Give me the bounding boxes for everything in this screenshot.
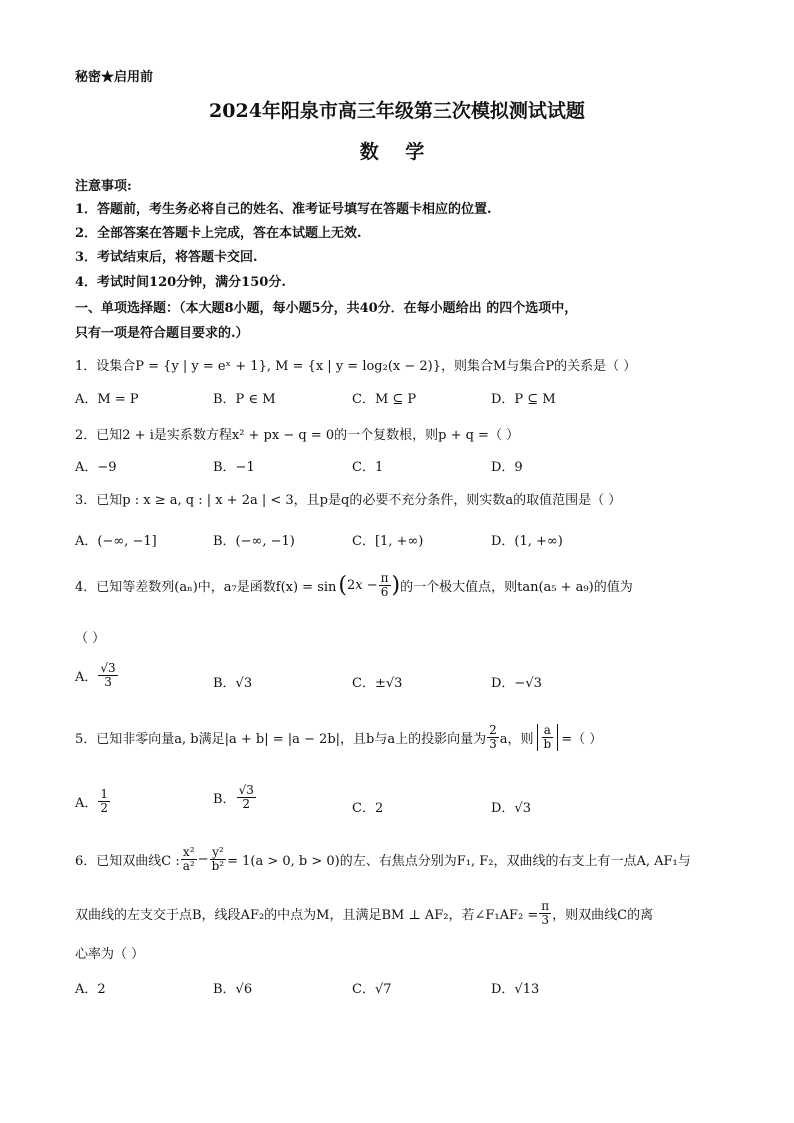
q1-option-b: B．P ∈ M bbox=[213, 392, 276, 407]
q6-line2-part2: ，则双曲线C的离 bbox=[552, 908, 654, 924]
q6-option-c: C．√7 bbox=[352, 982, 392, 997]
q1-option-a: A．M = P bbox=[75, 392, 139, 407]
q2-option-a: A．−9 bbox=[75, 460, 117, 475]
q4-paren-open: ( bbox=[338, 573, 347, 599]
q4-option-b: B．√3 bbox=[213, 676, 253, 691]
question-2-stem: 2．已知2 + i是实系数方程x² + px − q = 0的一个复数根，则p + q =（ ） bbox=[75, 428, 520, 443]
q1-option-c: C．M ⊆ P bbox=[352, 392, 417, 407]
q6-line2-den: 3 bbox=[541, 913, 549, 928]
q6-frac-x bbox=[181, 846, 197, 873]
q6-option-d: D．√13 bbox=[491, 982, 540, 997]
q5-ratio bbox=[542, 724, 554, 751]
q3-option-c: C．[1, +∞) bbox=[352, 534, 424, 549]
question-6-line2 bbox=[75, 900, 653, 927]
q4-frac-den: 6 bbox=[380, 585, 389, 600]
q6-frac-x-den: a² bbox=[182, 859, 195, 874]
question-5-stem bbox=[75, 724, 602, 751]
q5-option-a-frac bbox=[98, 788, 110, 815]
q4-option-a-num: √3 bbox=[100, 661, 116, 675]
q5-ratio-abs bbox=[537, 724, 559, 751]
q4-option-a-label: A． bbox=[75, 670, 98, 686]
question-6-stem bbox=[75, 846, 691, 873]
q6-stem-part1: 6．已知双曲线C : bbox=[75, 854, 180, 870]
q5-frac-den: 3 bbox=[489, 737, 497, 752]
q4-stem-part2: 的一个极大值点，则tan(a₅ + a₉)的值为 bbox=[400, 580, 633, 596]
section-heading-line2: 只有一项是符合题目要求的.） bbox=[75, 326, 249, 341]
q6-line2-part1: 双曲线的左支交于点B，线段AF₂的中点为M，且满足BM ⊥ AF₂，若∠F₁AF₂ = bbox=[75, 908, 539, 924]
section-heading: 一、单项选择题：（本大题8小题，每小题5分，共40分．在每小题给出 的四个选项中， bbox=[75, 301, 578, 316]
q6-frac-y-num: y² bbox=[212, 845, 224, 859]
q5-ratio-den: b bbox=[543, 737, 552, 752]
q5-frac-num: 2 bbox=[489, 723, 497, 737]
q2-option-b: B．−1 bbox=[213, 460, 255, 475]
notice-item-2: 2．全部答案在答题卡上完成，答在本试题上无效. bbox=[75, 226, 362, 241]
q3-option-d: D．(1, +∞) bbox=[491, 534, 563, 549]
exam-title: 2024年阳泉市高三年级第三次模拟测试试题 bbox=[209, 100, 585, 122]
q4-option-c: C．±√3 bbox=[352, 676, 403, 691]
question-6-line3: 心率为（ ） bbox=[75, 947, 145, 962]
q6-option-b: B．√6 bbox=[213, 982, 253, 997]
q5-option-a-label: A． bbox=[75, 796, 98, 812]
q6-frac-y-den: b² bbox=[211, 859, 225, 874]
q6-frac-y bbox=[210, 846, 227, 873]
q5-option-a-num: 1 bbox=[100, 787, 109, 801]
q5-option-b-den: 2 bbox=[242, 797, 251, 812]
question-4-paren: （ ） bbox=[75, 631, 106, 646]
q5-option-b-label: B． bbox=[213, 792, 236, 808]
q4-option-a bbox=[75, 662, 119, 689]
q6-pi-over-3 bbox=[539, 900, 551, 927]
question-4-stem bbox=[75, 572, 633, 599]
q5-option-a-den: 2 bbox=[100, 801, 109, 816]
q4-option-a-den: 3 bbox=[104, 675, 112, 690]
q4-paren-close: ) bbox=[391, 573, 401, 599]
notice-item-4: 4．考试时间120分钟，满分150分. bbox=[75, 275, 286, 290]
q5-option-b bbox=[213, 784, 257, 811]
q5-two-thirds bbox=[487, 724, 499, 751]
q4-frac-num: π bbox=[380, 571, 389, 585]
notice-heading: 注意事项: bbox=[75, 179, 132, 194]
question-3-stem: 3．已知p : x ≥ a, q : | x + 2a | < 3，且p是q的必要不充分条件，则实数a的取值范围是（ ） bbox=[75, 493, 622, 508]
q4-option-d: D．−√3 bbox=[491, 676, 542, 691]
q4-arg-text: 2x − bbox=[347, 578, 378, 594]
q5-stem-part3: =（ ） bbox=[561, 732, 603, 748]
q5-option-d: D．√3 bbox=[491, 801, 531, 816]
q4-pi-over-6 bbox=[379, 572, 391, 599]
q2-option-c: C．1 bbox=[352, 460, 384, 475]
q6-option-a: A．2 bbox=[75, 982, 106, 997]
q2-option-d: D．9 bbox=[491, 460, 523, 475]
notice-item-3: 3．考试结束后，将答题卡交回. bbox=[75, 250, 258, 265]
q5-stem-part2: a，则 bbox=[499, 732, 534, 748]
question-1-stem: 1．设集合P = {y | y = eˣ + 1}, M = {x | y = log₂(x − 2)}，则集合M与集合P的关系是（ ） bbox=[75, 359, 637, 374]
q5-stem-part1: 5．已知非零向量a, b满足|a + b| = |a − 2b|，且b与a上的投影向量为 bbox=[75, 732, 487, 748]
subject-title: 数 学 bbox=[359, 141, 435, 163]
q3-option-b: B．(−∞, −1) bbox=[213, 534, 295, 549]
q5-option-b-frac bbox=[237, 784, 256, 811]
q6-line2-num: π bbox=[541, 899, 550, 913]
q6-frac-x-num: x² bbox=[182, 845, 195, 859]
q5-option-c: C．2 bbox=[352, 801, 384, 816]
q5-ratio-num: a bbox=[543, 723, 551, 737]
q4-stem-part1: 4．已知等差数列(aₙ)中，a₇是函数f(x) = sin bbox=[75, 580, 337, 596]
q6-stem-part2: = 1(a > 0, b > 0)的左、右焦点分别为F₁, F₂，双曲线的右支上有一点A, AF₁与 bbox=[227, 854, 691, 870]
q4-option-a-frac bbox=[98, 662, 117, 689]
q5-option-a bbox=[75, 788, 111, 815]
q5-option-b-num: √3 bbox=[238, 783, 254, 797]
confidential-mark: 秘密★启用前 bbox=[75, 70, 154, 85]
q6-minus: − bbox=[197, 852, 209, 868]
notice-item-1: 1．答题前，考生务必将自己的姓名、准考证号填写在答题卡相应的位置. bbox=[75, 202, 492, 217]
q3-option-a: A．(−∞, −1] bbox=[75, 534, 157, 549]
q1-option-d: D．P ⊆ M bbox=[491, 392, 556, 407]
